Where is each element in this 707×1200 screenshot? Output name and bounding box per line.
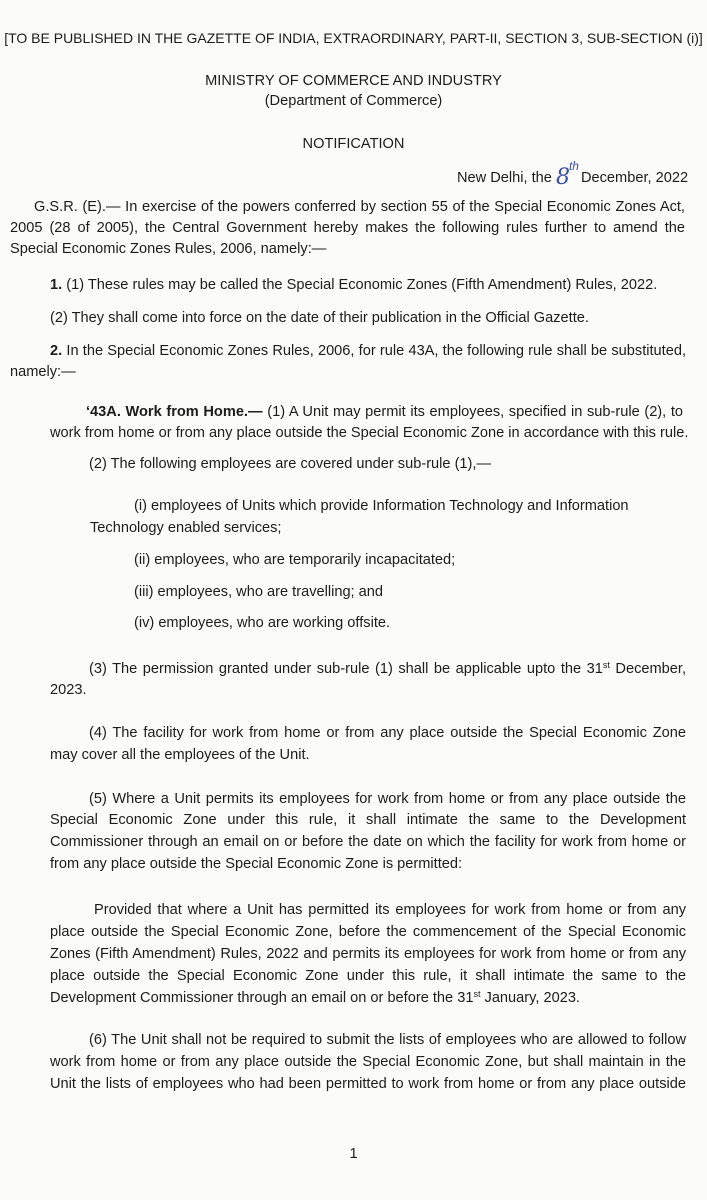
rule-1 — [50, 276, 657, 294]
sub-rule-5-line-3: Commissioner through an email on or before the date on which the facility for work from home or — [50, 834, 686, 850]
rule-43a-line-1 — [86, 403, 683, 421]
rule-2-line-2: namely:— — [10, 364, 76, 380]
gsr-line-3: Special Economic Zones Rules, 2006, namely:— — [10, 241, 327, 257]
sub-rule-6-line-2: work from home or from any place outside the Special Economic Zone, but shall maintain in the — [50, 1054, 686, 1070]
rule-2-text: In the Special Economic Zones Rules, 2006, for rule 43A, the following rule shall be substituted, — [66, 343, 687, 359]
date-line — [457, 157, 689, 190]
proviso-line-5 — [50, 989, 580, 1007]
sub-rule-3-text-end: December, — [609, 661, 687, 677]
item-ii: (ii) employees, who are temporarily incapacitated; — [134, 552, 456, 568]
handwritten-day: 8 — [555, 165, 570, 190]
sub-rule-5-line-1: (5) Where a Unit permits its employees for work from home or from any place outside the — [89, 791, 686, 807]
date-prefix: New Delhi, the — [457, 170, 552, 186]
rule-2-number: 2. — [50, 343, 63, 359]
sub-rule-3-ordinal: st — [602, 660, 610, 670]
rule-1-text: (1) These rules may be called the Special Economic Zones (Fifth Amendment) Rules, 2022. — [66, 277, 658, 293]
ministry-heading: MINISTRY OF COMMERCE AND INDUSTRY — [205, 73, 502, 89]
sub-rule-3-line-2: 2023. — [50, 682, 87, 698]
department-heading: (Department of Commerce) — [264, 93, 443, 109]
proviso-line-1: Provided that where a Unit has permitted its employees for work from home or from any — [94, 902, 686, 918]
proviso-line-4: place outside the Special Economic Zone under this rule, it shall intimate the same to the — [50, 968, 686, 984]
proviso-line-3: Zones (Fifth Amendment) Rules, 2022 and permits its employees for work from home or from any — [50, 946, 686, 962]
item-i-line-1: (i) employees of Units which provide Information Technology and Information — [134, 498, 629, 514]
proviso-ordinal: st — [473, 989, 481, 999]
date-rest: December, 2022 — [580, 170, 689, 186]
page-number: 1 — [349, 1146, 358, 1162]
proviso-line-2: place outside the Special Economic Zone, before the commencement of the Special Economic — [50, 924, 686, 940]
sub-rule-2-intro: (2) The following employees are covered under sub-rule (1),— — [89, 456, 492, 472]
rule-43a-heading: ‘43A. Work from Home.— — [86, 404, 263, 420]
sub-rule-4-line-2: may cover all the employees of the Unit. — [50, 747, 310, 763]
item-iii: (iii) employees, who are travelling; and — [134, 584, 384, 600]
gazette-line: [TO BE PUBLISHED IN THE GAZETTE OF INDIA, EXTRAORDINARY, PART-II, SECTION 3, SUB-SECTION (i)] — [4, 30, 703, 46]
sub-rule-4-line-1: (4) The facility for work from home or from any place outside the Special Economic Zone — [89, 725, 686, 741]
gsr-line-2: 2005 (28 of 2005), the Central Government hereby makes the following rules further to amend the — [10, 220, 685, 236]
sub-rule-6-line-3: Unit the lists of employees who had been permitted to work from home or from any place outside — [50, 1076, 686, 1092]
rule-1-number: 1. — [50, 277, 63, 293]
proviso-last-text-end: January, 2023. — [480, 990, 580, 1006]
item-i-line-2: Technology enabled services; — [90, 520, 282, 536]
gsr-line-1: G.S.R. (E).— In exercise of the powers conferred by section 55 of the Special Economic Zones Act, — [34, 199, 685, 215]
rule-43a-line-2: work from home or from any place outside the Special Economic Zone in accordance with this rule. — [50, 425, 689, 441]
sub-rule-5-line-2: Special Economic Zone under this rule, it shall intimate the same to the Development — [50, 812, 686, 828]
sub-rule-5-line-4: from any place outside the Special Economic Zone is permitted: — [50, 856, 463, 872]
rule-1-2: (2) They shall come into force on the date of their publication in the Official Gazette. — [50, 310, 589, 326]
rule-43a-text: (1) A Unit may permit its employees, specified in sub-rule (2), to — [267, 404, 684, 420]
proviso-last-text: Development Commissioner through an email on or before the 31 — [50, 990, 474, 1006]
sub-rule-6-line-1: (6) The Unit shall not be required to submit the lists of employees who are allowed to follow — [89, 1032, 686, 1048]
notification-title: NOTIFICATION — [302, 136, 405, 152]
sub-rule-3-line-1 — [89, 660, 686, 678]
handwritten-day-suffix: th — [568, 159, 579, 173]
item-iv: (iv) employees, who are working offsite. — [134, 615, 391, 631]
rule-2-line-1 — [50, 342, 686, 360]
sub-rule-3-text: (3) The permission granted under sub-rule (1) shall be applicable upto the 31 — [89, 661, 603, 677]
